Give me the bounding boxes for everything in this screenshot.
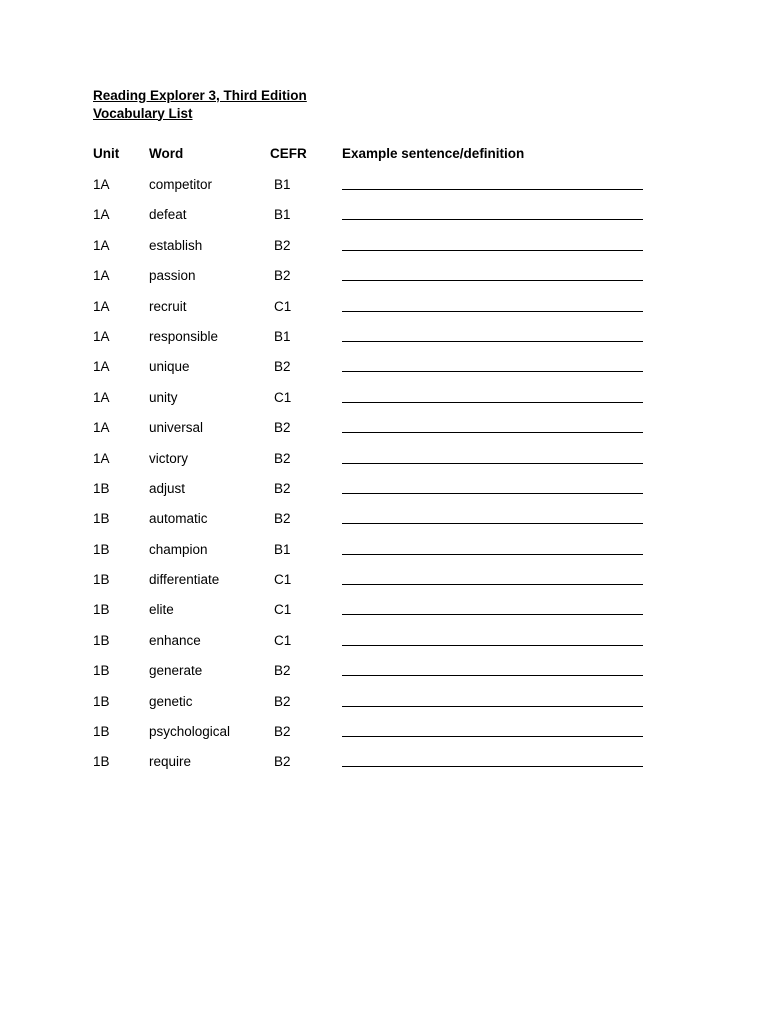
- row-unit: 1B: [93, 693, 110, 709]
- row-cefr: B2: [274, 693, 291, 709]
- row-word: adjust: [149, 480, 186, 496]
- row-cefr: B2: [274, 663, 291, 679]
- row-cefr: B2: [274, 359, 291, 375]
- row-unit: 1A: [93, 268, 110, 284]
- row-word: require: [149, 754, 192, 770]
- row-word: genetic: [149, 693, 193, 709]
- table-row: [0, 542, 768, 572]
- row-cefr: B2: [274, 420, 291, 436]
- row-unit: 1B: [93, 480, 110, 496]
- definition-blank-line: [342, 554, 643, 555]
- row-unit: 1A: [93, 420, 110, 436]
- row-cefr: C1: [274, 572, 292, 588]
- definition-blank-line: [342, 432, 643, 433]
- table-row: [0, 511, 768, 541]
- definition-blank-line: [342, 250, 643, 251]
- definition-blank-line: [342, 706, 643, 707]
- row-word: establish: [149, 237, 203, 253]
- table-row: [0, 299, 768, 329]
- row-cefr: C1: [274, 602, 292, 618]
- row-unit: 1B: [93, 541, 110, 557]
- header-unit: Unit: [93, 146, 120, 161]
- definition-blank-line: [342, 341, 643, 342]
- row-cefr: B2: [274, 754, 291, 770]
- definition-blank-line: [342, 219, 643, 220]
- row-unit: 1A: [93, 389, 110, 405]
- row-unit: 1B: [93, 511, 110, 527]
- row-unit: 1B: [93, 632, 110, 648]
- row-cefr: B2: [274, 511, 291, 527]
- table-row: [0, 663, 768, 693]
- row-word: responsible: [149, 328, 219, 344]
- row-cefr: B2: [274, 724, 291, 740]
- header-cefr: CEFR: [270, 146, 307, 161]
- row-word: universal: [149, 420, 204, 436]
- row-cefr: B1: [274, 207, 291, 223]
- row-unit: 1A: [93, 237, 110, 253]
- row-cefr: C1: [274, 632, 292, 648]
- definition-blank-line: [342, 189, 643, 190]
- row-word: unity: [149, 389, 178, 405]
- title-block: [93, 87, 307, 122]
- definition-blank-line: [342, 371, 643, 372]
- row-unit: 1A: [93, 450, 110, 466]
- row-word: unique: [149, 359, 190, 375]
- table-row: [0, 238, 768, 268]
- table-row: [0, 359, 768, 389]
- table-row: [0, 329, 768, 359]
- table-row: [0, 481, 768, 511]
- row-word: elite: [149, 602, 174, 618]
- row-word: champion: [149, 541, 208, 557]
- table-row: [0, 451, 768, 481]
- row-cefr: B1: [274, 177, 291, 192]
- table-row: [0, 207, 768, 237]
- row-word: recruit: [149, 298, 187, 314]
- row-unit: 1A: [93, 359, 110, 375]
- table-row: [0, 268, 768, 298]
- row-word: generate: [149, 663, 203, 679]
- table-row: [0, 390, 768, 420]
- definition-blank-line: [342, 645, 643, 646]
- row-unit: 1A: [93, 207, 110, 223]
- definition-blank-line: [342, 614, 643, 615]
- definition-blank-line: [342, 463, 643, 464]
- row-unit: 1A: [93, 298, 110, 314]
- definition-blank-line: [342, 493, 643, 494]
- row-word: victory: [149, 450, 189, 466]
- row-cefr: B1: [274, 541, 291, 557]
- row-unit: 1A: [93, 328, 110, 344]
- definition-blank-line: [342, 280, 643, 281]
- table-row: [0, 602, 768, 632]
- row-cefr: B2: [274, 480, 291, 496]
- row-word: enhance: [149, 632, 201, 648]
- definition-blank-line: [342, 523, 643, 524]
- table-row: [0, 724, 768, 754]
- row-unit: 1B: [93, 602, 110, 618]
- row-word: psychological: [149, 724, 231, 740]
- table-row: [0, 177, 768, 207]
- row-unit: 1B: [93, 572, 110, 588]
- definition-blank-line: [342, 736, 643, 737]
- row-cefr: C1: [274, 389, 292, 405]
- row-word: defeat: [149, 207, 187, 223]
- definition-blank-line: [342, 311, 643, 312]
- table-row: [0, 633, 768, 663]
- row-unit: 1B: [93, 754, 110, 770]
- row-word: competitor: [149, 177, 213, 192]
- definition-blank-line: [342, 584, 643, 585]
- document-title: Reading Explorer 3, Third Edition: [93, 88, 307, 103]
- table-row: [0, 420, 768, 450]
- document-subtitle: Vocabulary List: [93, 105, 193, 121]
- row-cefr: B1: [274, 328, 291, 344]
- definition-blank-line: [342, 675, 643, 676]
- row-word: automatic: [149, 511, 208, 527]
- definition-blank-line: [342, 766, 643, 767]
- definition-blank-line: [342, 402, 643, 403]
- header-definition: Example sentence/definition: [342, 146, 525, 161]
- row-word: differentiate: [149, 572, 220, 588]
- row-unit: 1A: [93, 177, 110, 192]
- vocabulary-rows: [0, 177, 768, 785]
- table-row: [0, 572, 768, 602]
- row-unit: 1B: [93, 724, 110, 740]
- row-unit: 1B: [93, 663, 110, 679]
- header-word: Word: [149, 146, 184, 161]
- row-cefr: B2: [274, 268, 291, 284]
- row-cefr: B2: [274, 237, 291, 253]
- table-header: [0, 146, 768, 164]
- row-cefr: B2: [274, 450, 291, 466]
- row-word: passion: [149, 268, 196, 284]
- table-row: [0, 754, 768, 784]
- table-row: [0, 694, 768, 724]
- row-cefr: C1: [274, 298, 292, 314]
